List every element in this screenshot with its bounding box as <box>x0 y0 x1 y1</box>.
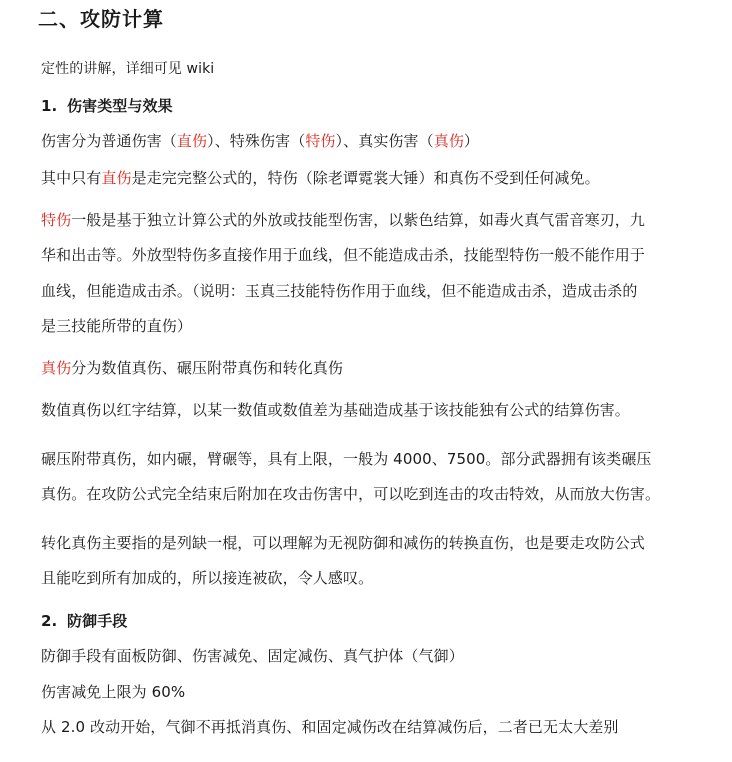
paragraph-converted-true-damage-line-2: 且能吃到所有加成的，所以接连被砍，令人感叹。 <box>41 569 374 587</box>
highlight-true-damage: 真伤 <box>41 359 72 377</box>
highlight-direct-damage: 直伤 <box>176 132 208 150</box>
paragraph-special-damage-line-2: 华和出击等。外放型特伤多直接作用于血线，但不能造成击杀，技能型特伤一般不能作用于 <box>41 246 646 264</box>
text-segment: ）、特殊伤害（ <box>207 132 306 150</box>
text-segment: 一般是基于独立计算公式的外放或技能型伤害，以紫色结算，如毒火真气雷音寒刃，九 <box>71 211 646 229</box>
paragraph-crush-true-damage-line-2: 真伤。在攻防公式完全结束后附加在攻击伤害中，可以吃到连击的攻击特效，从而放大伤害。 <box>41 485 661 503</box>
paragraph-numeric-true-damage: 数值真伤以红字结算，以某一数值或数值差为基础造成基于该技能独有公式的结算伤害。 <box>41 401 630 419</box>
highlight-direct-damage: 直伤 <box>101 169 132 187</box>
paragraph-damage-reduction-cap: 伤害减免上限为 60% <box>41 683 186 701</box>
subheading-title: 伤害类型与效果 <box>67 97 173 115</box>
paragraph-formula-note <box>41 168 600 188</box>
paragraph-crush-true-damage-line-1: 碾压附带真伤，如内碾，臂碾等，具有上限，一般为 4000、7500。部分武器拥有该类碾压 <box>41 450 652 468</box>
paragraph-damage-categories <box>41 131 479 151</box>
paragraph-defense-methods: 防御手段有面板防御、伤害减免、固定减伤、真气护体（气御） <box>41 647 464 665</box>
subheading-number: 2. <box>41 612 58 630</box>
text-segment: 伤害分为普通伤害（ <box>41 132 177 150</box>
intro-text: 定性的讲解，详细可见 wiki <box>41 61 215 77</box>
highlight-special-damage: 特伤 <box>305 132 336 150</box>
highlight-true-damage: 真伤 <box>433 132 464 150</box>
highlight-special-damage: 特伤 <box>41 211 72 229</box>
paragraph-special-damage-line-1 <box>41 210 645 230</box>
text-segment: 其中只有 <box>41 169 102 187</box>
paragraph-version-change: 从 2.0 改动开始，气御不再抵消真伤、和固定减伤改在结算减伤后，二者已无太大差别 <box>41 718 619 736</box>
text-segment: 分为数值真伤、碾压附带真伤和转化真伤 <box>71 359 344 377</box>
text-segment: ）、真实伤害（ <box>335 132 434 150</box>
subheading-number: 1. <box>41 97 58 115</box>
subheading-damage-types <box>41 96 173 116</box>
paragraph-true-damage-types <box>41 358 343 378</box>
section-title: 二、攻防计算 <box>38 7 164 31</box>
paragraph-special-damage-line-3: 血线，但能造成击杀。（说明：玉真三技能特伤作用于血线，但不能造成击杀，造成击杀的 <box>41 282 638 300</box>
text-segment: 是走完完整公式的，特伤（除老谭霓裳大锤）和真伤不受到任何减免。 <box>131 169 600 187</box>
subheading-title: 防御手段 <box>67 612 128 630</box>
text-segment: ） <box>463 132 480 150</box>
paragraph-converted-true-damage-line-1: 转化真伤主要指的是列缺一棍，可以理解为无视防御和减伤的转换直伤，也是要走攻防公式 <box>41 534 646 552</box>
subheading-defense <box>41 611 127 631</box>
paragraph-special-damage-line-4: 是三技能所带的直伤） <box>41 317 193 335</box>
